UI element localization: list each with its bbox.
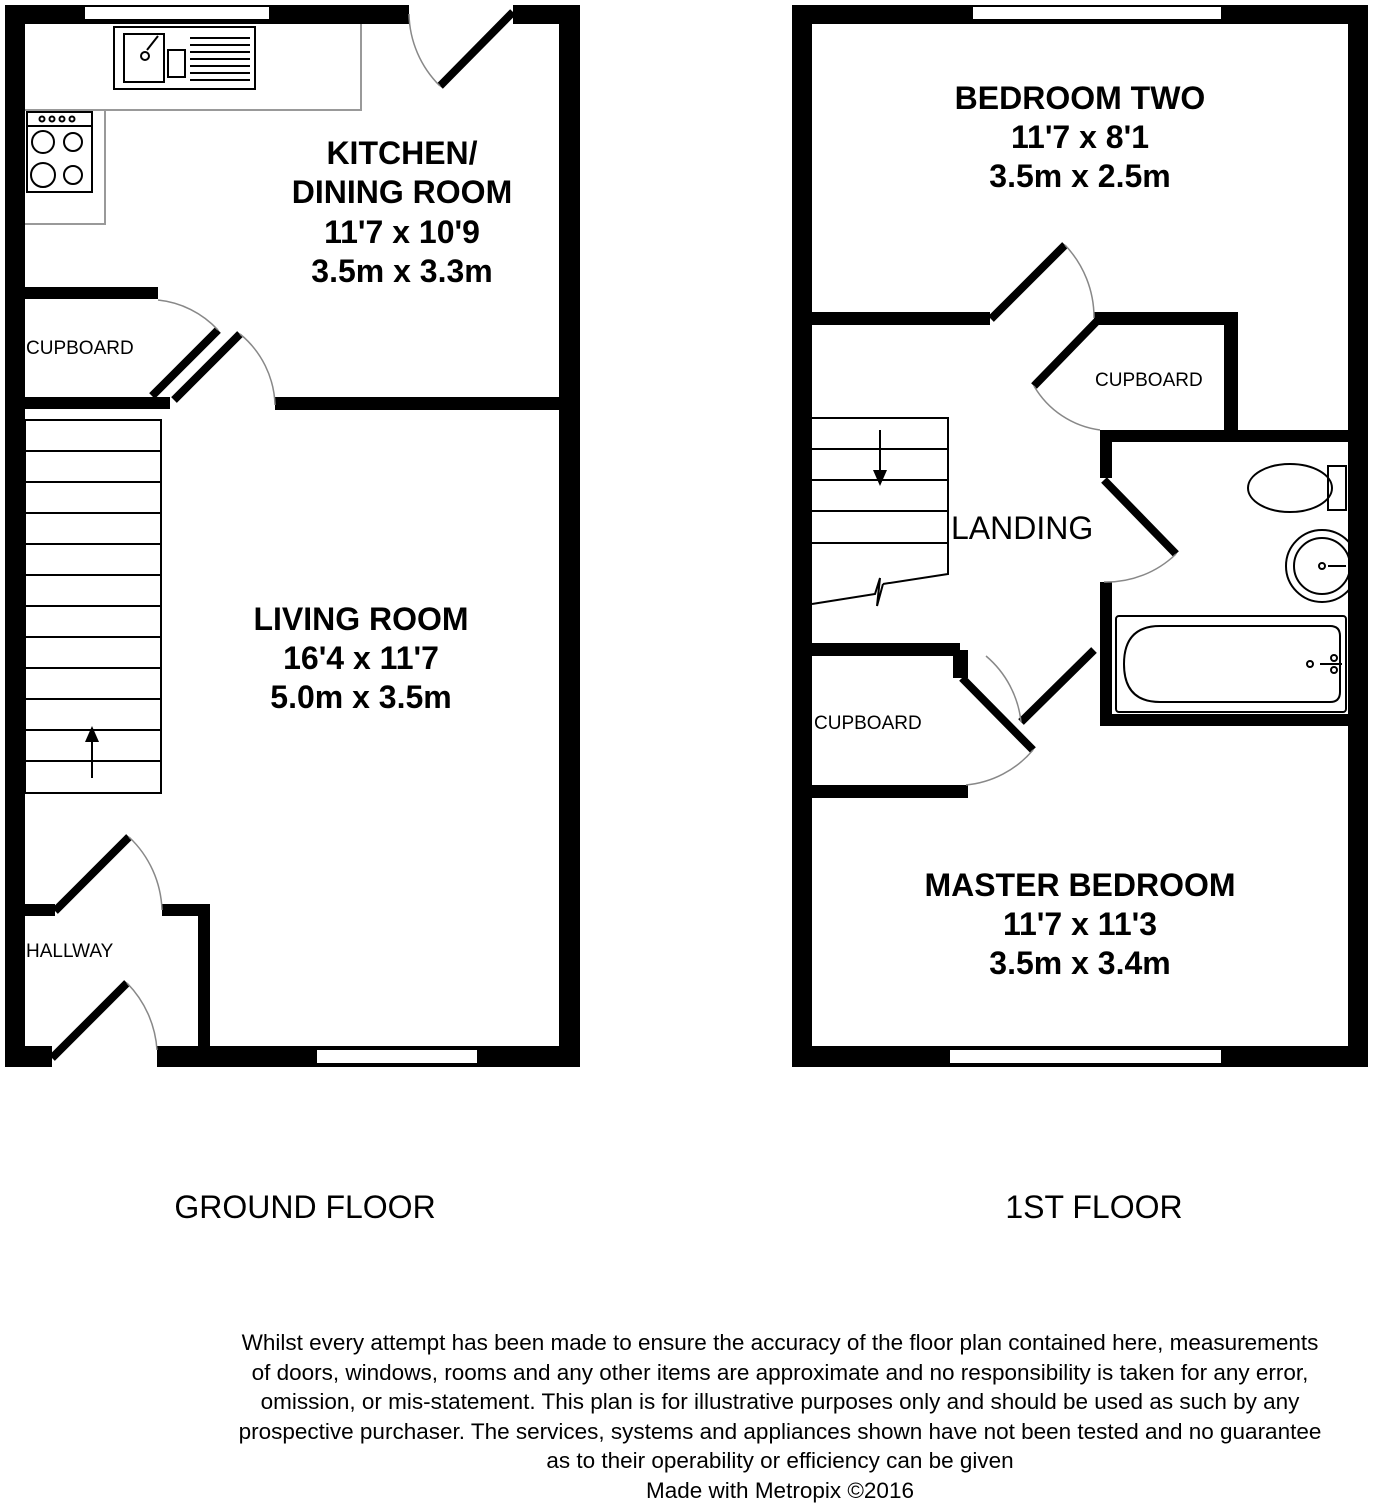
ff-cupboard-upper-label: CUPBOARD xyxy=(1095,370,1203,391)
cupboard-top-wall xyxy=(1094,312,1238,325)
living-name: LIVING ROOM xyxy=(253,601,468,637)
lower-cupboard-bottom-wall xyxy=(812,785,968,798)
bathroom-door-swing xyxy=(1104,554,1176,582)
upper-cupboard-door xyxy=(1034,318,1100,386)
upper-cupboard-door-swing xyxy=(1034,386,1100,430)
basin xyxy=(1286,530,1358,602)
lower-cupboard-stub xyxy=(953,650,968,678)
bathroom-left-wall-bottom xyxy=(1100,582,1112,726)
disclaimer-line: prospective purchaser. The services, systems and appliances shown have not been tested and no guarantee xyxy=(160,1417,1400,1447)
disclaimer-line: of doors, windows, rooms and any other items are approximate and no responsibility is taken for any error, xyxy=(160,1358,1400,1388)
kitchen-back-door-swing xyxy=(409,14,440,86)
bedroom-two-door xyxy=(991,245,1065,319)
kitchen-sink xyxy=(114,27,255,89)
disclaimer-line: as to their operability or efficiency can be given xyxy=(160,1446,1400,1476)
ground-floor-label: GROUND FLOOR xyxy=(174,1189,435,1225)
kitchen-imperial: 11'7 x 10'9 xyxy=(324,214,480,250)
disclaimer-line: omission, or mis-statement. This plan is for illustrative purposes only and should be used as such by any xyxy=(160,1387,1400,1417)
ground-floor-plan xyxy=(5,5,580,1225)
bedroom-two-window xyxy=(972,6,1222,20)
living-window xyxy=(316,1049,478,1064)
hallway-side-wall xyxy=(198,904,210,1047)
bathroom-bottom-wall xyxy=(1100,714,1348,726)
master-imperial: 11'7 x 11'3 xyxy=(1003,906,1157,942)
gf-staircase xyxy=(25,420,161,793)
bathroom-door xyxy=(1104,480,1176,554)
ff-staircase xyxy=(812,418,948,606)
master-name: MASTER BEDROOM xyxy=(924,867,1235,903)
living-imperial: 16'4 x 11'7 xyxy=(283,640,439,676)
credit-line: Made with Metropix ©2016 xyxy=(160,1476,1400,1505)
disclaimer xyxy=(160,1328,1400,1505)
gf-bottom-wall-left xyxy=(5,1046,52,1067)
lower-cupboard-door xyxy=(962,678,1033,750)
bedroom-two-metric: 3.5m x 2.5m xyxy=(989,158,1170,194)
bathroom-top-wall xyxy=(1100,430,1348,442)
lower-cupboard-door-swing xyxy=(966,750,1033,785)
hallway-top-wall-left xyxy=(25,904,55,916)
kitchen-name-line1: KITCHEN/ xyxy=(326,135,477,171)
bedroom-two-wall-left xyxy=(812,312,990,325)
living-metric: 5.0m x 3.5m xyxy=(270,679,451,715)
kitchen-name-line2: DINING ROOM xyxy=(292,174,512,210)
front-door xyxy=(52,983,127,1058)
master-bedroom-door xyxy=(1021,650,1094,722)
landing-label: LANDING xyxy=(951,510,1093,546)
first-floor-plan xyxy=(792,5,1368,1225)
kitchen-window xyxy=(84,6,270,20)
gf-right-wall xyxy=(559,5,580,1067)
first-floor-label: 1ST FLOOR xyxy=(1005,1189,1182,1225)
hallway-inner-door-swing xyxy=(129,837,162,910)
gf-cupboard-label: CUPBOARD xyxy=(26,338,134,359)
master-metric: 3.5m x 3.4m xyxy=(989,945,1170,981)
ff-right-wall xyxy=(1348,5,1368,1067)
cupboard-top-wall xyxy=(25,287,158,299)
gf-left-wall xyxy=(5,5,25,1067)
ff-left-wall xyxy=(792,5,812,1067)
lower-cupboard-top-wall xyxy=(812,643,960,656)
kitchen-hob xyxy=(27,112,92,192)
bedroom-two-imperial: 11'7 x 8'1 xyxy=(1011,119,1149,155)
front-door-swing xyxy=(127,983,157,1050)
cupboard-right-wall xyxy=(1224,312,1238,432)
hallway-label: HALLWAY xyxy=(26,941,114,962)
bedroom-two-door-swing xyxy=(1065,245,1094,318)
kitchen-living-wall xyxy=(275,397,559,410)
bathroom-left-wall-top xyxy=(1100,430,1112,478)
master-window xyxy=(949,1049,1222,1064)
cupboard-door-swing xyxy=(158,300,218,330)
gf-top-wall-right xyxy=(513,5,580,24)
bedroom-two-name: BEDROOM TWO xyxy=(955,80,1206,116)
kitchen-metric: 3.5m x 3.3m xyxy=(311,253,492,289)
hallway-inner-door xyxy=(55,837,129,911)
living-door-swing xyxy=(240,334,275,405)
disclaimer-line: Whilst every attempt has been made to ensure the accuracy of the floor plan contained here, measurements xyxy=(160,1328,1400,1358)
kitchen-back-door xyxy=(440,12,513,86)
toilet xyxy=(1248,464,1346,512)
cupboard-bottom-wall xyxy=(25,397,170,409)
ff-cupboard-lower-label: CUPBOARD xyxy=(814,713,922,734)
bathtub xyxy=(1116,616,1346,712)
